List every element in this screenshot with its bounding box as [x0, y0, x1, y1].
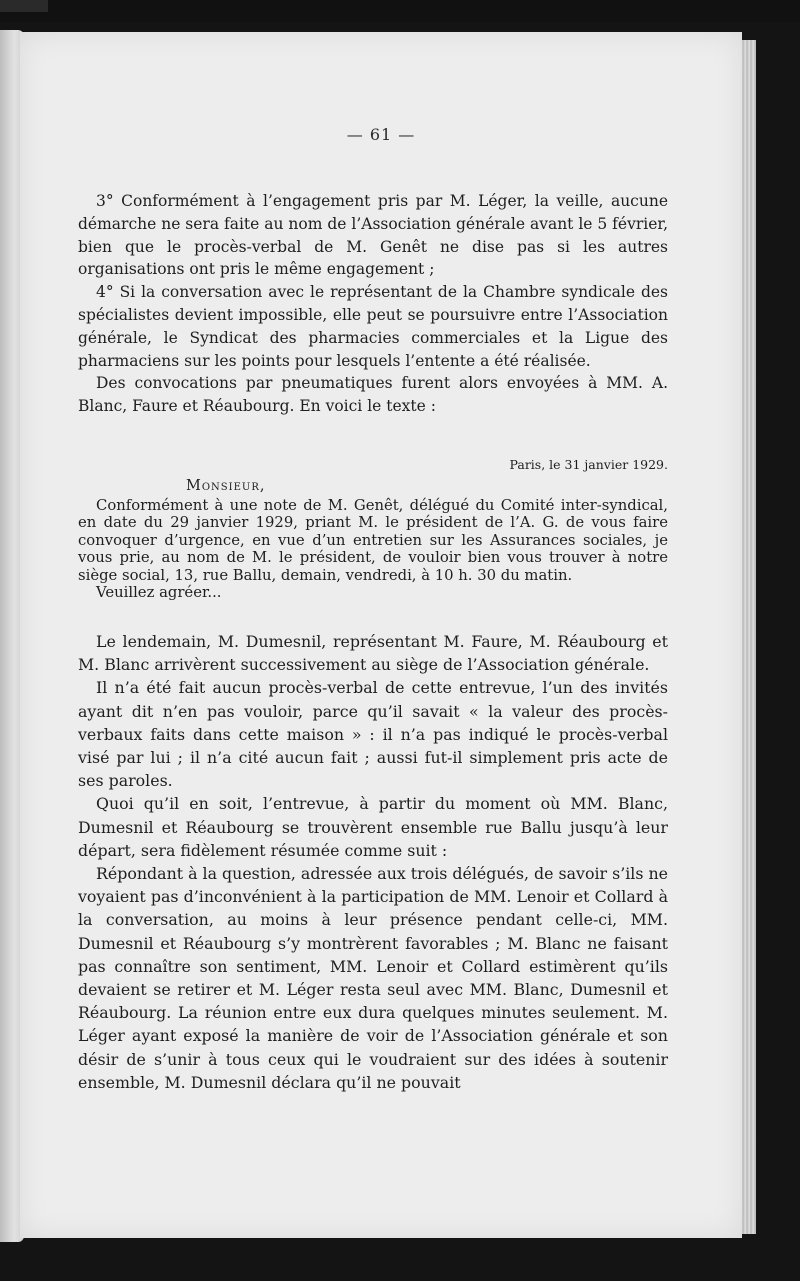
paragraph-lendemain: Le lendemain, M. Dumesnil, représentant M. Faure, M. Réaubourg et M. Blanc arrivèrent successivement au siège de l’Association générale.	[78, 632, 668, 675]
paragraph-convocations: Des convocations par pneumatiques furent alors envoyées à MM. A. Blanc, Faure et Réaubourg. En voici le texte :	[78, 374, 668, 416]
bottom-paragraphs	[78, 630, 668, 1094]
paragraph-item-3: 3° Conformément à l’engagement pris par M. Léger, la veille, aucune démarche ne sera faite au nom de l’Association générale avant le 5 février, bien que le procès-verbal de M. Genêt ne dise pas si les autres organisations ont pris le même engagement ;	[78, 192, 669, 279]
scan-corner-mark	[0, 0, 48, 12]
scan-background	[0, 0, 800, 22]
letter-block	[78, 457, 668, 601]
letter-body: Conformément à une note de M. Genêt, délégué du Comité inter-syndical, en date du 29 janvier 1929, priant M. le président de l’A. G. de vous faire convoquer d’urgence, en vue d’un entretien sur les Assurances sociales, je vous prie, au nom de M. le président, de vouloir bien vous trouver à notre siège social, 13, rue Ballu, demain, vendredi, à 10 h. 30 du matin.	[78, 497, 668, 584]
top-paragraphs	[78, 190, 668, 418]
paragraph-item-4: 4° Si la conversation avec le représentant de la Chambre syndicale des spécialistes devient impossible, elle peut se poursuivre entre l’Association générale, le Syndicat des pharmacies commerciales et la Ligue des pharmaciens sur les points pour lesquels l’entente a été réalisée.	[78, 283, 668, 370]
page-stack-edge	[740, 40, 756, 1234]
book-page	[20, 32, 742, 1238]
paragraph-proces-verbal: Il n’a été fait aucun procès-verbal de cette entrevue, l’un des invités ayant dit n’en pas vouloir, parce qu’il savait « la valeur des procès-verbaux faits dans cette maison » : il n’a pas indiqué le procès-verbal visé par lui ; il n’a cité aucun fait ; aussi fut-il simplement pris acte de ses paroles.	[78, 678, 668, 791]
page-number: — 61 —	[346, 125, 416, 144]
paragraph-entrevue: Quoi qu’il en soit, l’entrevue, à partir du moment où MM. Blanc, Dumesnil et Réaubourg se trouvèrent ensemble rue Ballu jusqu’à leur départ, sera fidèlement résumée comme suit :	[78, 794, 668, 860]
letter-date: Paris, le 31 janvier 1929.	[509, 457, 668, 472]
letter-closing: Veuillez agréer...	[96, 584, 222, 602]
letter-salutation: Monsieur,	[186, 478, 266, 494]
paragraph-repondant: Répondant à la question, adressée aux trois délégués, de savoir s’ils ne voyaient pas d’inconvénient à la participation de MM. Lenoir et Collard à la conversation, au moins à leur présence pendant celle-ci, MM. Dumesnil et Réaubourg s’y montrèrent favorables ; M. Blanc ne faisant pas connaître son sentiment, MM. Lenoir et Collard estimèrent qu’ils devaient se retirer et M. Léger resta seul avec MM. Blanc, Dumesnil et Réaubourg. La réunion entre eux dura quelques minutes seulement. M. Léger ayant exposé la manière de voir de l’Association générale et son désir de s’unir à tous ceux qui le voudraient sur des idées à soutenir ensemble, M. Dumesnil déclara qu’il ne pouvait	[78, 864, 668, 1092]
